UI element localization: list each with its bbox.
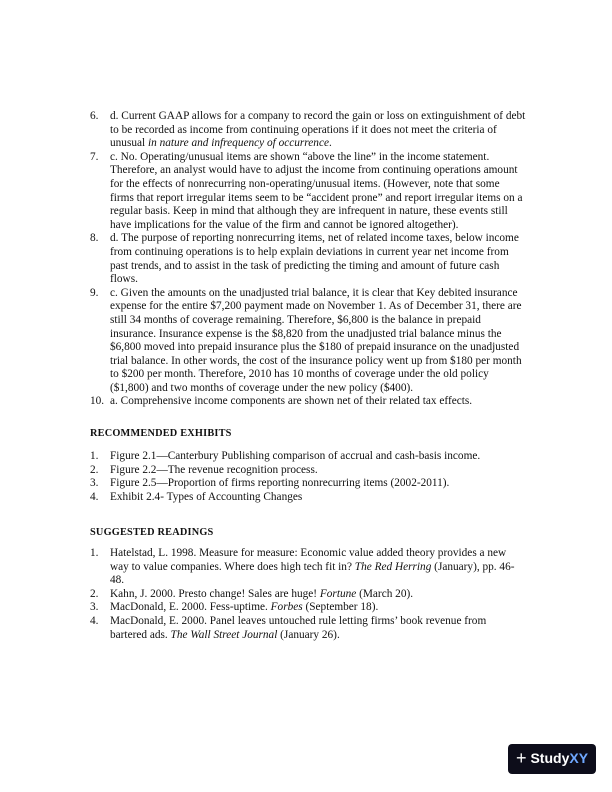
- reading-italic-text: The Red Herring: [354, 560, 432, 573]
- answer-item: [90, 151, 526, 233]
- reading-number: 4.: [90, 614, 99, 627]
- answer-item: [90, 232, 526, 286]
- answer-number: 10.: [90, 395, 105, 408]
- reading-text: Kahn, J. 2000. Presto change! Sales are huge!: [110, 587, 320, 600]
- answer-text: d. Current GAAP allows for a company to record the gain or loss on extinguishment of debt to be recorded as income from continuing operations if it does not meet the criteria of unusual: [110, 110, 526, 150]
- answer-number: 8.: [90, 232, 99, 245]
- suggested-readings-heading: SUGGESTED READINGS: [90, 527, 214, 538]
- exhibit-text: Figure 2.2—The revenue recognition process.: [110, 463, 318, 476]
- answer-number: 7.: [90, 150, 99, 163]
- badge-prefix: Study: [530, 750, 570, 767]
- exhibit-text: Figure 2.1—Canterbury Publishing comparison of accrual and cash-basis income.: [110, 450, 481, 462]
- answer-text: d. The purpose of reporting nonrecurring items, net of related income taxes, below income from continuing operations is to help explain deviations in current year net income from past trends, and to assist in the task of predicting the timing and amount of future cash flows.: [110, 232, 519, 286]
- exhibit-text: Figure 2.5—Proportion of firms reporting nonrecurring items (2002-2011).: [110, 477, 450, 490]
- answer-text: .: [328, 137, 332, 150]
- plus-icon: +: [515, 748, 527, 769]
- reading-item: [90, 615, 526, 642]
- answer-number: 9.: [90, 286, 99, 299]
- answer-text: c. No. Operating/unusual items are shown “above the line” in the income statement. Therefore, an analyst would have to adjust the income from continuing operations amount for the effects of nonrecurring non-operating/unusual items. (However, note that some firms that report irregular items seem to be “accident prone” and report irregular items on a regular basis. Keep in mind that although they are infrequent in nature, these events still have implications for the value of the firm and cannot be ignored altogether).: [110, 150, 523, 231]
- reading-number: 3.: [90, 601, 99, 614]
- exhibit-item: [90, 464, 526, 478]
- reading-item: [90, 547, 526, 588]
- answer-item: [90, 287, 526, 396]
- reading-number: 1.: [90, 547, 99, 559]
- answer-text: c. Given the amounts on the unadjusted trial balance, it is clear that Key debited insurance expense for the entire $7,200 payment made on November 1. As of December 31, there are still 34 months of coverage remaining. Therefore, $6,800 is the balance in prepaid insurance. Insurance expense is the $8,820 from the unadjusted trial balance minus the $6,800 moved into prepaid insurance plus the $180 of prepaid insurance on the unadjusted trial balance. In other words, the cost of the insurance policy went up from $180 per month to $200 per month. Therefore, 2010 has 10 months of coverage under the old policy ($1,800) and two months of coverage under the new policy ($400).: [110, 286, 522, 394]
- readings-list: [90, 547, 526, 642]
- recommended-exhibits-heading: RECOMMENDED EXHIBITS: [90, 428, 232, 439]
- answer-item: [90, 395, 526, 409]
- exhibit-text: Exhibit 2.4- Types of Accounting Changes: [110, 490, 303, 503]
- answers-list: [90, 110, 526, 409]
- reading-item: [90, 601, 526, 615]
- reading-text: Hatelstad, L. 1998. Measure for measure: Economic value added theory provides a new way to value companies. Where does high tech fit in?: [110, 547, 507, 573]
- exhibit-item: [90, 450, 526, 464]
- exhibit-item: [90, 491, 526, 505]
- reading-text: MacDonald, E. 2000. Fess-uptime.: [110, 601, 271, 614]
- reading-text: MacDonald, E. 2000. Panel leaves untouched rule letting firms’ book revenue from bartered ads.: [110, 614, 487, 641]
- exhibit-number: 3.: [90, 477, 99, 490]
- studyxy-badge[interactable]: [508, 744, 596, 774]
- answer-italic-text: in nature and infrequency of occurrence: [147, 137, 329, 150]
- reading-italic-text: Fortune: [319, 587, 357, 600]
- reading-number: 2.: [90, 587, 99, 600]
- reading-italic-text: The Wall Street Journal: [170, 628, 278, 641]
- badge-suffix: XY: [569, 750, 589, 767]
- reading-text: (March 20).: [356, 587, 414, 600]
- exhibits-list: [90, 450, 526, 504]
- exhibit-number: 4.: [90, 490, 99, 503]
- answer-text: a. Comprehensive income components are shown net of their related tax effects.: [110, 395, 473, 408]
- answer-number: 6.: [90, 110, 99, 122]
- answer-item: [90, 110, 526, 151]
- reading-text: (September 18).: [302, 601, 379, 614]
- exhibit-number: 1.: [90, 450, 99, 462]
- exhibit-item: [90, 477, 526, 491]
- reading-text: (January 26).: [277, 628, 340, 641]
- reading-italic-text: Forbes: [270, 601, 303, 614]
- reading-item: [90, 588, 526, 602]
- reading-text: (January), pp. 46-48.: [110, 560, 515, 587]
- exhibit-number: 2.: [90, 463, 99, 476]
